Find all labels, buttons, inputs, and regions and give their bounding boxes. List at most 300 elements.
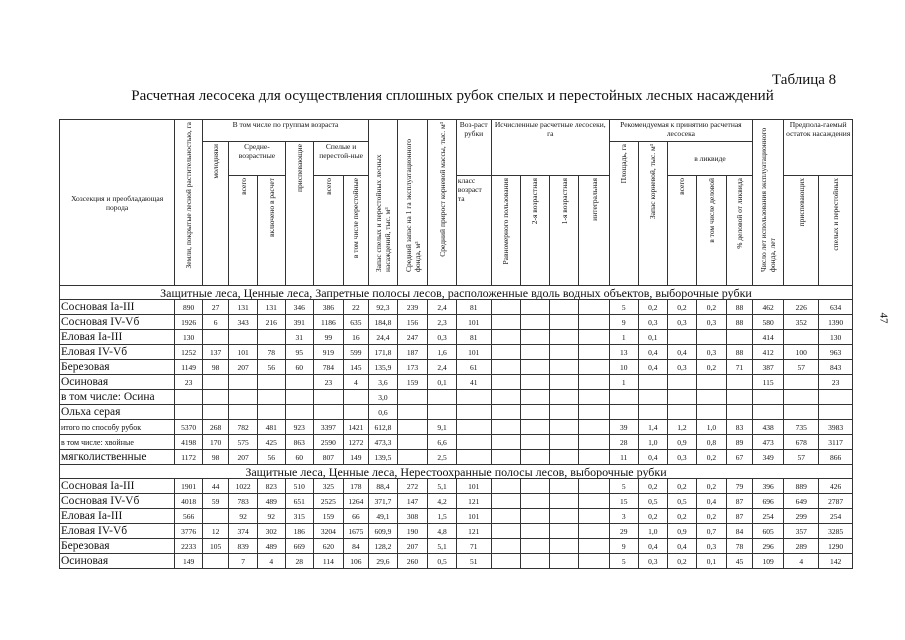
value-cell: 5,1	[428, 479, 457, 494]
value-cell: 0,4	[696, 494, 727, 509]
value-cell: 137	[202, 345, 229, 360]
value-cell	[549, 450, 579, 465]
value-cell: 92	[229, 509, 258, 524]
value-cell	[579, 524, 610, 539]
value-cell: 0,2	[696, 479, 727, 494]
area-header: Земли, покрытые лесной растительностью, га	[175, 120, 203, 286]
value-cell: 57	[784, 450, 819, 465]
value-cell: 0,5	[638, 494, 668, 509]
value-cell	[521, 315, 550, 330]
value-cell	[521, 375, 550, 390]
value-cell: 2,4	[428, 300, 457, 315]
value-cell: 807	[314, 450, 344, 465]
value-cell: 889	[784, 479, 819, 494]
value-cell: 357	[784, 524, 819, 539]
value-cell: 56	[257, 360, 285, 375]
value-cell: 0,4	[668, 345, 697, 360]
value-cell	[579, 390, 610, 405]
value-cell: 371,7	[369, 494, 398, 509]
value-cell	[397, 405, 428, 420]
value-cell	[696, 330, 727, 345]
value-cell: 114	[314, 554, 344, 569]
species-cell: Сосновая IV-Vб	[60, 494, 175, 509]
value-cell: 0,2	[668, 300, 697, 315]
value-cell: 599	[343, 345, 369, 360]
species-cell: Березовая	[60, 539, 175, 554]
value-cell: 139,5	[369, 450, 398, 465]
value-cell: 1,0	[638, 524, 668, 539]
value-cell: 0,2	[696, 509, 727, 524]
value-cell: 29	[609, 524, 638, 539]
value-cell: 890	[175, 300, 203, 315]
value-cell: 106	[343, 554, 369, 569]
value-cell: 4	[257, 554, 285, 569]
value-cell: 92	[257, 509, 285, 524]
value-cell: 0,4	[638, 539, 668, 554]
value-cell: 3	[609, 509, 638, 524]
value-cell: 289	[784, 539, 819, 554]
mid-incl-header: включено в расчет	[257, 176, 285, 286]
value-cell: 178	[343, 479, 369, 494]
value-cell: 0,2	[668, 554, 697, 569]
value-cell: 473	[752, 435, 784, 450]
value-cell: 254	[819, 509, 853, 524]
value-cell: 2233	[175, 539, 203, 554]
cut-age-header: Воз-раст рубки	[456, 120, 491, 176]
value-cell	[428, 390, 457, 405]
value-cell	[549, 479, 579, 494]
species-cell: мягколиственные	[60, 450, 175, 465]
value-cell: 2590	[314, 435, 344, 450]
value-cell	[521, 345, 550, 360]
value-cell	[579, 375, 610, 390]
calc-integral-header: интегральная	[579, 176, 610, 286]
value-cell	[784, 405, 819, 420]
value-cell	[175, 405, 203, 420]
section-title-row	[60, 286, 853, 300]
value-cell	[343, 405, 369, 420]
value-cell	[579, 345, 610, 360]
value-cell	[752, 390, 784, 405]
value-cell: 190	[397, 524, 428, 539]
value-cell	[229, 375, 258, 390]
table-row	[60, 330, 853, 345]
rem-approach-header: приспевающих	[784, 176, 819, 286]
value-cell: 131	[257, 300, 285, 315]
species-cell: Ольха серая	[60, 405, 175, 420]
species-cell: Сосновая IV-Vб	[60, 315, 175, 330]
value-cell: 1186	[314, 315, 344, 330]
value-cell	[491, 300, 521, 315]
value-cell	[549, 554, 579, 569]
value-cell	[456, 390, 491, 405]
value-cell: 98	[202, 450, 229, 465]
value-cell: 159	[314, 509, 344, 524]
value-cell: 0,6	[369, 405, 398, 420]
value-cell	[397, 420, 428, 435]
value-cell	[202, 375, 229, 390]
value-cell: 60	[285, 360, 314, 375]
value-cell	[696, 405, 727, 420]
value-cell: 57	[784, 360, 819, 375]
value-cell: 7	[229, 554, 258, 569]
value-cell	[579, 450, 610, 465]
value-cell	[579, 405, 610, 420]
value-cell: 29,6	[369, 554, 398, 569]
value-cell	[819, 405, 853, 420]
mat-total-header: всего	[314, 176, 344, 286]
value-cell	[696, 390, 727, 405]
value-cell: 6	[202, 315, 229, 330]
value-cell	[784, 330, 819, 345]
value-cell	[549, 315, 579, 330]
value-cell	[549, 360, 579, 375]
value-cell: 45	[727, 554, 753, 569]
value-cell: 0,2	[696, 360, 727, 375]
table-row	[60, 479, 853, 494]
species-cell: в том числе: Осина	[60, 390, 175, 405]
value-cell: 0,2	[668, 509, 697, 524]
value-cell	[285, 375, 314, 390]
value-cell	[727, 330, 753, 345]
value-cell	[579, 435, 610, 450]
value-cell: 3285	[819, 524, 853, 539]
value-cell	[784, 390, 819, 405]
value-cell: 101	[229, 345, 258, 360]
mature-header: Спелые и перестой-ные	[314, 142, 369, 176]
value-cell	[727, 390, 753, 405]
section-title: Защитные леса, Ценные леса, Нерестоохранные полосы лесов, выборочные рубки	[60, 465, 853, 479]
value-cell: 39	[609, 420, 638, 435]
value-cell: 147	[397, 494, 428, 509]
value-cell: 489	[257, 494, 285, 509]
value-cell: 0,3	[668, 315, 697, 330]
value-cell: 105	[202, 539, 229, 554]
value-cell	[491, 345, 521, 360]
value-cell	[579, 539, 610, 554]
value-cell: 22	[343, 300, 369, 315]
value-cell: 839	[229, 539, 258, 554]
value-cell: 391	[285, 315, 314, 330]
table-body	[60, 286, 853, 569]
liq-pct-header: % деловой от ликвида	[727, 176, 753, 286]
value-cell	[491, 405, 521, 420]
value-cell: 173	[397, 360, 428, 375]
value-cell: 115	[752, 375, 784, 390]
value-cell	[314, 405, 344, 420]
value-cell: 41	[456, 375, 491, 390]
value-cell: 0,2	[696, 300, 727, 315]
value-cell: 98	[202, 360, 229, 375]
value-cell: 130	[819, 330, 853, 345]
middle-header: Средне-возрастные	[229, 142, 285, 176]
value-cell	[456, 405, 491, 420]
calc-1age-header: 1-я возрастная	[549, 176, 579, 286]
value-cell: 24,4	[369, 330, 398, 345]
mid-total-header: всего	[229, 176, 258, 286]
value-cell: 510	[285, 479, 314, 494]
value-cell	[521, 300, 550, 315]
table-row	[60, 539, 853, 554]
value-cell: 272	[397, 479, 428, 494]
value-cell: 575	[229, 435, 258, 450]
value-cell: 187	[397, 345, 428, 360]
value-cell	[549, 330, 579, 345]
value-cell: 31	[285, 330, 314, 345]
value-cell: 4,8	[428, 524, 457, 539]
value-cell: 299	[784, 509, 819, 524]
section-title: Защитные леса, Ценные леса, Запретные полосы лесов, расположенные вдоль водных объектов, выборочные рубки	[60, 286, 853, 300]
value-cell	[202, 330, 229, 345]
value-cell	[609, 390, 638, 405]
value-cell: 0,2	[668, 479, 697, 494]
value-cell: 0,3	[696, 345, 727, 360]
value-cell	[579, 554, 610, 569]
value-cell: 216	[257, 315, 285, 330]
value-cell: 649	[784, 494, 819, 509]
remain-header: Предпола-гаемый остаток насаждения	[784, 120, 853, 176]
value-cell	[257, 330, 285, 345]
value-cell: 101	[456, 479, 491, 494]
value-cell: 374	[229, 524, 258, 539]
value-cell	[579, 315, 610, 330]
value-cell: 207	[229, 360, 258, 375]
value-cell: 0,1	[638, 330, 668, 345]
value-cell: 0,3	[668, 360, 697, 375]
value-cell: 78	[257, 345, 285, 360]
value-cell	[784, 375, 819, 390]
value-cell	[491, 509, 521, 524]
rec-cut-header: Рекомендуемая к принятию расчетная лесосека	[609, 120, 752, 142]
value-cell: 207	[229, 450, 258, 465]
value-cell	[727, 405, 753, 420]
value-cell: 3,0	[369, 390, 398, 405]
value-cell	[579, 420, 610, 435]
value-cell: 2,3	[428, 315, 457, 330]
value-cell: 12	[202, 524, 229, 539]
value-cell: 4	[343, 375, 369, 390]
value-cell: 438	[752, 420, 784, 435]
value-cell: 131	[229, 300, 258, 315]
value-cell	[696, 375, 727, 390]
value-cell	[456, 450, 491, 465]
value-cell	[257, 375, 285, 390]
table-row	[60, 554, 853, 569]
value-cell	[521, 509, 550, 524]
page-number: 47	[877, 312, 890, 324]
value-cell	[521, 360, 550, 375]
value-cell: 51	[456, 554, 491, 569]
value-cell: 1149	[175, 360, 203, 375]
value-cell: 142	[819, 554, 853, 569]
value-cell	[579, 479, 610, 494]
value-cell: 3776	[175, 524, 203, 539]
value-cell: 296	[752, 539, 784, 554]
value-cell: 0,1	[428, 375, 457, 390]
value-cell: 149	[343, 450, 369, 465]
value-cell: 784	[314, 360, 344, 375]
liq-business-header: в том числе деловой	[696, 176, 727, 286]
species-cell: Осиновая	[60, 554, 175, 569]
table-row	[60, 494, 853, 509]
value-cell	[229, 405, 258, 420]
value-cell: 170	[202, 435, 229, 450]
value-cell: 128,2	[369, 539, 398, 554]
value-cell	[491, 390, 521, 405]
value-cell: 239	[397, 300, 428, 315]
value-cell: 1252	[175, 345, 203, 360]
value-cell: 783	[229, 494, 258, 509]
value-cell: 4,2	[428, 494, 457, 509]
value-cell	[668, 390, 697, 405]
value-cell: 387	[752, 360, 784, 375]
species-cell: Еловая Ia-III	[60, 330, 175, 345]
value-cell: 5370	[175, 420, 203, 435]
value-cell	[491, 435, 521, 450]
value-cell: 101	[456, 315, 491, 330]
value-cell: 78	[727, 539, 753, 554]
value-cell: 1,0	[638, 435, 668, 450]
value-cell: 1264	[343, 494, 369, 509]
value-cell: 186	[285, 524, 314, 539]
value-cell: 100	[784, 345, 819, 360]
value-cell	[521, 479, 550, 494]
species-header: Хозсекция и преобладающая порода	[60, 120, 175, 286]
value-cell	[638, 375, 668, 390]
value-cell: 782	[229, 420, 258, 435]
value-cell: 88,4	[369, 479, 398, 494]
value-cell: 426	[819, 479, 853, 494]
species-cell: Сосновая Ia-III	[60, 300, 175, 315]
value-cell	[202, 390, 229, 405]
value-cell: 863	[285, 435, 314, 450]
value-cell: 0,3	[428, 330, 457, 345]
value-cell	[521, 524, 550, 539]
age-groups-header: В том числе по группам возраста	[202, 120, 368, 142]
value-cell: 5	[609, 554, 638, 569]
value-cell	[521, 330, 550, 345]
value-cell	[202, 554, 229, 569]
value-cell: 1290	[819, 539, 853, 554]
value-cell: 308	[397, 509, 428, 524]
value-cell: 462	[752, 300, 784, 315]
value-cell: 84	[343, 539, 369, 554]
value-cell: 0,1	[696, 554, 727, 569]
value-cell: 23	[314, 375, 344, 390]
value-cell: 247	[397, 330, 428, 345]
value-cell: 1	[609, 330, 638, 345]
value-cell	[579, 300, 610, 315]
value-cell: 87	[727, 509, 753, 524]
value-cell: 135,9	[369, 360, 398, 375]
value-cell	[549, 300, 579, 315]
value-cell: 2787	[819, 494, 853, 509]
species-cell: Березовая	[60, 360, 175, 375]
value-cell	[491, 375, 521, 390]
value-cell: 396	[752, 479, 784, 494]
value-cell: 226	[784, 300, 819, 315]
value-cell	[521, 390, 550, 405]
value-cell: 61	[456, 360, 491, 375]
value-cell: 735	[784, 420, 819, 435]
value-cell: 71	[727, 360, 753, 375]
value-cell	[521, 450, 550, 465]
value-cell	[549, 494, 579, 509]
calc-2age-header: 2-я возрастная	[521, 176, 550, 286]
value-cell	[491, 450, 521, 465]
value-cell	[397, 390, 428, 405]
value-cell	[521, 435, 550, 450]
value-cell	[579, 509, 610, 524]
value-cell	[549, 390, 579, 405]
value-cell	[668, 405, 697, 420]
value-cell: 88	[727, 315, 753, 330]
value-cell	[491, 539, 521, 554]
value-cell: 1901	[175, 479, 203, 494]
value-cell: 130	[175, 330, 203, 345]
value-cell	[819, 390, 853, 405]
value-cell	[521, 539, 550, 554]
value-cell	[521, 405, 550, 420]
table-row	[60, 300, 853, 315]
table-row	[60, 435, 853, 450]
species-cell: итого по способу рубок	[60, 420, 175, 435]
value-cell: 260	[397, 554, 428, 569]
table-row	[60, 524, 853, 539]
value-cell: 0,9	[668, 435, 697, 450]
value-cell: 0,4	[638, 450, 668, 465]
value-cell: 1675	[343, 524, 369, 539]
value-cell: 696	[752, 494, 784, 509]
value-cell: 268	[202, 420, 229, 435]
table-row	[60, 345, 853, 360]
value-cell: 352	[784, 315, 819, 330]
header-row-1	[60, 120, 853, 142]
value-cell: 678	[784, 435, 819, 450]
value-cell: 634	[819, 300, 853, 315]
value-cell: 1,5	[428, 509, 457, 524]
value-cell: 609,9	[369, 524, 398, 539]
value-cell	[175, 390, 203, 405]
value-cell	[314, 390, 344, 405]
species-cell: Еловая IV-Vб	[60, 524, 175, 539]
value-cell	[579, 360, 610, 375]
value-cell	[428, 405, 457, 420]
calc-cut-header: Исчисленные расчетные лесосеки, га	[491, 120, 609, 176]
value-cell: 325	[314, 479, 344, 494]
value-cell: 88	[727, 300, 753, 315]
value-cell: 2,4	[428, 360, 457, 375]
value-cell: 15	[609, 494, 638, 509]
value-cell	[491, 554, 521, 569]
value-cell: 346	[285, 300, 314, 315]
value-cell: 3204	[314, 524, 344, 539]
value-cell	[491, 360, 521, 375]
value-cell	[456, 420, 491, 435]
value-cell: 3117	[819, 435, 853, 450]
value-cell: 605	[752, 524, 784, 539]
avg-stock-header: Средний запас на 1 га эксплуатационного фонда, м³	[397, 120, 428, 286]
table-row	[60, 375, 853, 390]
rec-area-header: Площадь, га	[609, 142, 638, 286]
value-cell: 823	[257, 479, 285, 494]
value-cell	[668, 375, 697, 390]
value-cell	[257, 390, 285, 405]
value-cell: 1,0	[696, 420, 727, 435]
value-cell: 149	[175, 554, 203, 569]
value-cell: 92,3	[369, 300, 398, 315]
value-cell	[521, 420, 550, 435]
